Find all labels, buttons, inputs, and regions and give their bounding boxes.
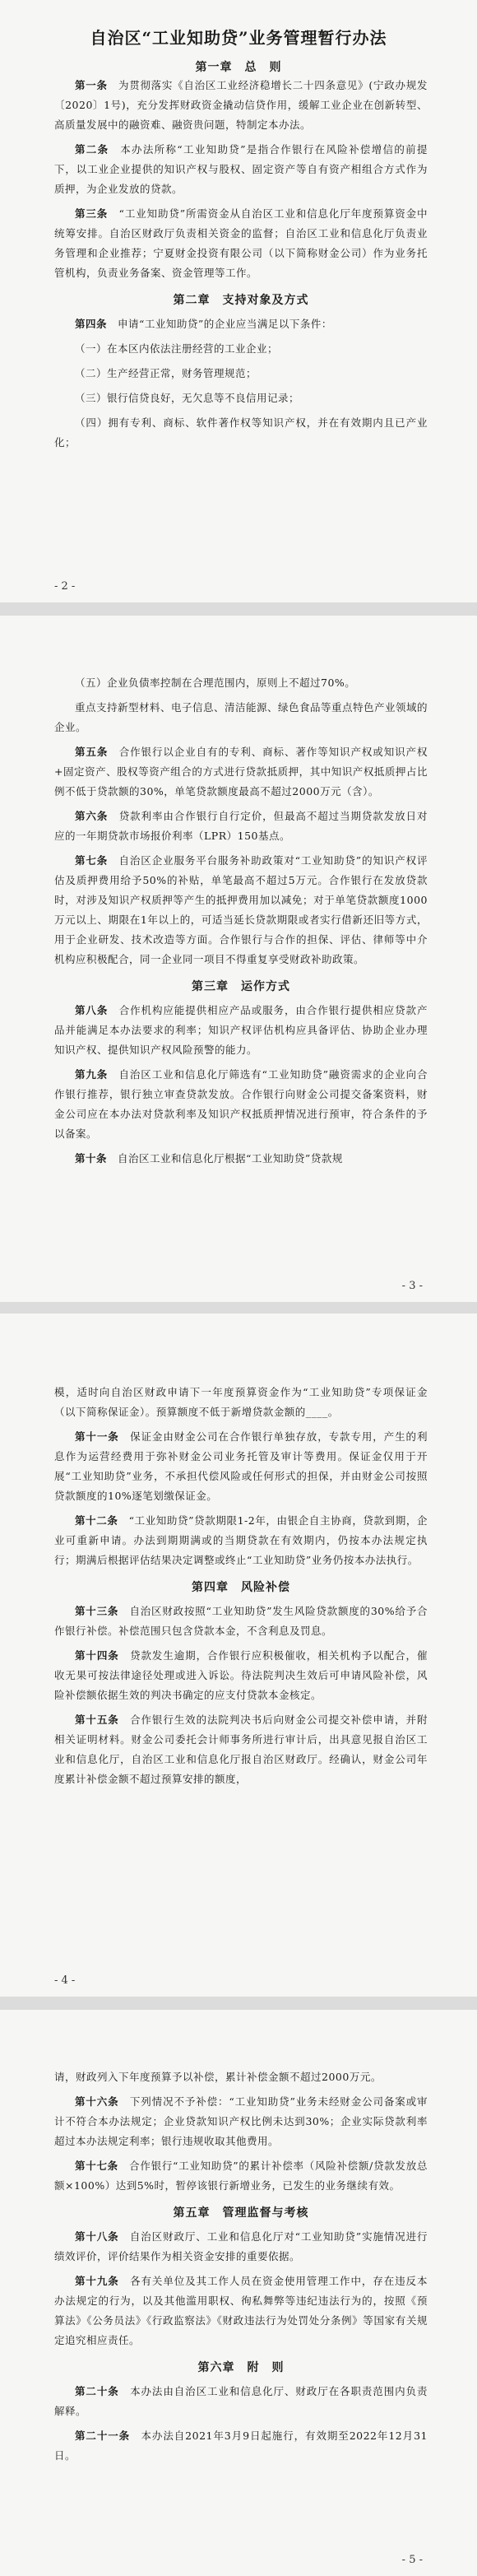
chapter-heading: 第四章 风险补偿 bbox=[192, 1581, 290, 1594]
chapter-heading: 第一章 总 则 bbox=[195, 61, 282, 74]
article-12 bbox=[54, 1511, 428, 1570]
article-label: 第十九条 bbox=[75, 2275, 119, 2287]
article-label: 第十四条 bbox=[75, 1649, 119, 1662]
article-text: 保证金由财金公司在合作银行单独存放，专款专用，产生的利息作为运营经费用于弥补财金公司业务托管及审计等费用。保证金仅用于开展“工业知助贷”业务，不承担代偿风险或任何形式的担保，并由财金公司按照贷款额度的10%逐笔划缴保证金。 bbox=[54, 1430, 428, 1502]
article-label: 第六条 bbox=[75, 810, 109, 822]
article-17 bbox=[54, 2156, 428, 2196]
article-label: 第二十条 bbox=[75, 2385, 119, 2397]
page-number: - 4 - bbox=[54, 1974, 76, 1987]
article-label: 第一条 bbox=[75, 79, 108, 91]
article-label: 第二十一条 bbox=[75, 2430, 131, 2442]
article-2 bbox=[54, 140, 428, 199]
article-14 bbox=[54, 1646, 428, 1705]
document-page-3 bbox=[0, 616, 477, 1302]
article-label: 第三条 bbox=[75, 207, 109, 220]
page-body bbox=[54, 76, 428, 458]
article-label: 第四条 bbox=[75, 318, 108, 330]
list-item: （三）银行信贷良好，无欠息等不良信用记录； bbox=[75, 392, 300, 404]
page-body bbox=[54, 1383, 428, 1794]
article-21 bbox=[54, 2426, 428, 2466]
page-number: - 2 - bbox=[54, 580, 76, 593]
article-text: 为贯彻落实《自治区工业经济稳增长二十四条意见》(宁政办规发〔2020〕1号)，充分发挥财政资金撬动信贷作用，缓解工业企业在创新转型、高质量发展中的融资难、融资贵问题，特制定本办法。 bbox=[54, 79, 428, 131]
article-text: 下列情况不予补偿：“工业知助贷”业务未经财金公司备案或审计不符合本办法规定；企业贷款知识产权比例未达到30%；企业实际贷款利率超过本办法规定利率；银行违规收取其他费用。 bbox=[54, 2095, 428, 2147]
paragraph: 请，财政列入下年度预算予以补偿，累计补偿金额不超过2000万元。 bbox=[54, 2071, 382, 2083]
page-number: - 3 - bbox=[401, 1280, 423, 1292]
article-label: 第二条 bbox=[75, 143, 109, 156]
article-label: 第十一条 bbox=[75, 1430, 119, 1443]
article-label: 第十二条 bbox=[75, 1514, 118, 1527]
article-text: “工业知助贷”所需资金从自治区工业和信息化厅年度预算资金中统筹安排。自治区财政厅负责相关资金的监督；自治区工业和信息化厅负责业务管理和企业推荐；宁夏财金投资有限公司（以下简称财金公司）作为业务托管机构，负责业务备案、资金管理等工作。 bbox=[54, 207, 428, 279]
article-4 bbox=[54, 314, 428, 334]
article-19 bbox=[54, 2271, 428, 2350]
paragraph: 模，适时向自治区财政申请下一年度预算资金作为“工业知助贷”专项保证金（以下简称保证金）。预算额度不低于新增贷款金额的____。 bbox=[54, 1386, 428, 1418]
article-6 bbox=[54, 807, 428, 846]
article-18 bbox=[54, 2227, 428, 2267]
article-text: 本办法自2021年3月9日起施行，有效期至2022年12月31日。 bbox=[54, 2430, 428, 2462]
list-item: （四）拥有专利、商标、软件著作权等知识产权，并在有效期内且已产业化； bbox=[54, 416, 428, 449]
page-body bbox=[54, 673, 428, 1174]
paragraph: 重点支持新型材料、电子信息、清洁能源、绿色食品等重点特色产业领域的企业。 bbox=[54, 701, 428, 733]
article-label: 第八条 bbox=[75, 1004, 109, 1016]
document-page-4 bbox=[0, 1314, 477, 1997]
document-page-5 bbox=[0, 2010, 477, 2576]
article-text: 贷款发生逾期，合作银行应积极催收，相关机构予以配合，催收无果可按法律途径处理或进入诉讼。待法院判决生效后可申请风险补偿，风险补偿额依据生效的判决书确定的应支付贷款本金核定。 bbox=[54, 1649, 428, 1701]
article-text: 申请“工业知助贷”的企业应当满足以下条件： bbox=[118, 318, 332, 330]
article-15 bbox=[54, 1710, 428, 1789]
chapter-heading: 第六章 附 则 bbox=[197, 2361, 285, 2374]
list-item: （二）生产经营正常，财务管理规范； bbox=[75, 367, 257, 379]
article-label: 第五条 bbox=[75, 746, 109, 758]
article-8 bbox=[54, 1001, 428, 1060]
page-body bbox=[54, 2067, 428, 2471]
article-10 bbox=[54, 1149, 428, 1169]
article-1 bbox=[54, 76, 428, 135]
article-text: 贷款利率由合作银行自行定价，但最高不超过当期贷款发放日对应的一年期贷款市场报价利率（LPR）150基点。 bbox=[54, 810, 428, 842]
article-text: 自治区工业和信息化厅根据“工业知助贷”贷款规 bbox=[118, 1152, 343, 1165]
article-label: 第九条 bbox=[75, 1068, 109, 1081]
document-title: 自治区“工业知助贷”业务管理暂行办法 bbox=[90, 28, 387, 48]
article-text: 本办法所称“工业知助贷”是指合作银行在风险补偿增信的前提下，以工业企业提供的知识产权与股权、固定资产等自有资产相组合方式作为质押，为企业发放的贷款。 bbox=[54, 143, 428, 195]
article-label: 第十六条 bbox=[75, 2095, 119, 2108]
article-9 bbox=[54, 1065, 428, 1144]
chapter-heading: 第三章 运作方式 bbox=[192, 980, 290, 993]
article-text: 合作银行以企业自有的专利、商标、著作等知识产权或知识产权+固定资产、股权等资产组合的方式进行贷款抵质押，其中知识产权抵质押占比例不低于贷款额的30%，单笔贷款额度最高不超过2000万元（含）。 bbox=[54, 746, 428, 797]
article-label: 第十八条 bbox=[75, 2230, 119, 2243]
article-label: 第十七条 bbox=[75, 2160, 118, 2172]
article-3 bbox=[54, 204, 428, 283]
chapter-heading: 第二章 支持对象及方式 bbox=[173, 294, 309, 307]
article-text: 合作银行“工业知助贷”的累计补偿率（风险补偿额/贷款发放总额×100%）达到5%时，暂停该银行新增业务，已发生的业务继续有效。 bbox=[54, 2160, 428, 2192]
article-text: “工业知助贷”贷款期限1-2年，由银企自主协商，贷款到期，企业可重新申请。办法到期期满或的当期贷款在有效期内，仍按本办法规定执行；期满后根据评估结果决定调整或终止“工业知助贷”业务仍按本办法执行。 bbox=[54, 1514, 428, 1566]
article-5 bbox=[54, 742, 428, 802]
article-11 bbox=[54, 1427, 428, 1506]
article-text: 各有关单位及其工作人员在资金使用管理工作中，存在违反本办法规定的行为，以及其他滥用职权、徇私舞弊等违纪违法行为的，按照《预算法》《公务员法》《行政监察法》《财政违法行为处罚处分条例》等国家有关规定追究相应责任。 bbox=[54, 2275, 428, 2346]
article-text: 自治区财政按照“工业知助贷”发生风险贷款额度的30%给予合作银行补偿。补偿范围只包含贷款本金，不含利息及罚息。 bbox=[54, 1605, 428, 1637]
article-text: 合作机构应能提供相应产品或服务，由合作银行提供相应贷款产品并能满足本办法要求的利率；知识产权评估机构应具备评估、协助企业办理知识产权、提供知识产权风险预警的能力。 bbox=[54, 1004, 428, 1056]
article-text: 本办法由自治区工业和信息化厅、财政厅在各职责范围内负责解释。 bbox=[54, 2385, 428, 2417]
list-item: （五）企业负债率控制在合理范围内，原则上不超过70%。 bbox=[75, 677, 356, 689]
article-20 bbox=[54, 2382, 428, 2421]
article-label: 第七条 bbox=[75, 854, 109, 867]
article-16 bbox=[54, 2092, 428, 2151]
chapter-heading: 第五章 管理监督与考核 bbox=[173, 2206, 309, 2220]
article-text: 合作银行生效的法院判决书后向财金公司提交补偿申请，并附相关证明材料。财金公司委托会计师事务所进行审计后，出具意见报自治区工业和信息化厅，自治区工业和信息化厅报自治区财政厅。经确认，财金公司年度累计补偿金额不超过预算安排的额度， bbox=[54, 1713, 428, 1785]
article-text: 自治区企业服务平台服务补助政策对“工业知助贷”的知识产权评估及质押费用给予50%的补贴，单笔最高不超过5万元。合作银行在发放贷款时，对涉及知识产权质押等产生的抵押费用加以减免；对于单笔贷款额度1000万元以上、期限在1年以上的，可适当延长贷款期限或者实行借新还旧等方式，用于企业研发、技术改造等方面。合作银行与合作的担保、评估、律师等中介机构应积极配合，同一企业同一项目不得重复享受财政补助政策。 bbox=[54, 854, 428, 965]
article-13 bbox=[54, 1602, 428, 1641]
article-label: 第十条 bbox=[75, 1152, 108, 1165]
article-7 bbox=[54, 851, 428, 969]
page-number: - 5 - bbox=[401, 2554, 423, 2566]
article-text: 自治区工业和信息化厅筛选有“工业知助贷”融资需求的企业向合作银行推荐，银行独立审查贷款发放。合作银行向财金公司提交备案资料，财金公司应在本办法对贷款利率及知识产权抵质押情况进行预审，符合条件的予以备案。 bbox=[54, 1068, 428, 1140]
article-label: 第十三条 bbox=[75, 1605, 119, 1617]
document-page-2 bbox=[0, 0, 477, 602]
list-item: （一）在本区内依法注册经营的工业企业； bbox=[75, 342, 279, 355]
article-text: 自治区财政厅、工业和信息化厅对“工业知助贷”实施情况进行绩效评价，评价结果作为相关资金安排的重要依据。 bbox=[54, 2230, 428, 2262]
article-label: 第十五条 bbox=[75, 1713, 119, 1726]
